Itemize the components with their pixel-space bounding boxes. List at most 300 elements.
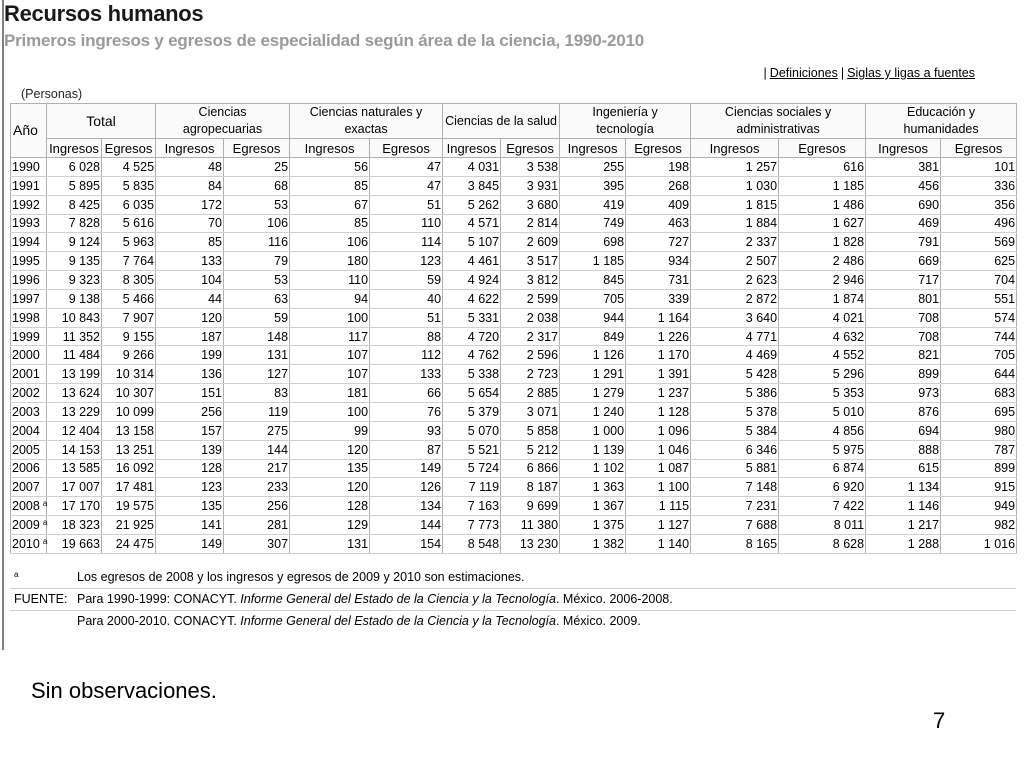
table-row	[11, 365, 1017, 384]
table-cell: 1 288	[866, 534, 941, 553]
year-value: 2007	[12, 480, 40, 495]
data-table	[10, 103, 1017, 554]
table-cell: 1 363	[560, 478, 626, 497]
table-row	[11, 534, 1017, 553]
table-cell: 51	[370, 308, 443, 327]
table-cell: 99	[290, 421, 370, 440]
table-cell: 13 229	[47, 402, 102, 421]
year-cell	[11, 402, 47, 421]
table-cell: 717	[866, 271, 941, 290]
table-cell: 4 571	[443, 214, 501, 233]
table-cell: 8 548	[443, 534, 501, 553]
table-cell: 4 021	[779, 308, 866, 327]
subheader-cell: Ingresos	[290, 139, 370, 158]
table-cell: 13 199	[47, 365, 102, 384]
table-cell: 1 115	[626, 497, 691, 516]
link-separator: |	[840, 66, 845, 80]
table-cell: 5 107	[443, 233, 501, 252]
table-row	[11, 478, 1017, 497]
table-cell: 59	[370, 271, 443, 290]
year-value: 2008	[12, 499, 40, 514]
table-cell: 1 627	[779, 214, 866, 233]
subheader-cell: Egresos	[941, 139, 1017, 158]
group-header: Educación y humanidades	[866, 104, 1017, 139]
table-cell: 1 096	[626, 421, 691, 440]
table-cell: 5 262	[443, 195, 501, 214]
table-cell: 136	[156, 365, 224, 384]
table-row	[11, 384, 1017, 403]
table-cell: 25	[224, 158, 290, 177]
year-header: Año	[11, 104, 47, 158]
table-cell: 419	[560, 195, 626, 214]
group-header: Total	[47, 104, 156, 139]
table-cell: 876	[866, 402, 941, 421]
source-key: FUENTE:	[10, 588, 73, 610]
group-header: Ciencias sociales y administrativas	[691, 104, 866, 139]
table-cell: 5 963	[102, 233, 156, 252]
table-cell: 551	[941, 289, 1017, 308]
table-header-row	[11, 104, 1017, 139]
table-cell: 1 367	[560, 497, 626, 516]
table-cell: 1 127	[626, 516, 691, 535]
table-cell: 5 881	[691, 459, 779, 478]
table-cell: 151	[156, 384, 224, 403]
table-cell: 181	[290, 384, 370, 403]
table-row	[11, 289, 1017, 308]
table-cell: 17 481	[102, 478, 156, 497]
source-note-row	[10, 588, 1016, 610]
table-cell: 199	[156, 346, 224, 365]
source-1-title: Informe General del Estado de la Ciencia y la Tecnología	[240, 592, 556, 606]
table-cell: 1 486	[779, 195, 866, 214]
subheader-cell: Ingresos	[866, 139, 941, 158]
table-cell: 5 724	[443, 459, 501, 478]
table-cell: 114	[370, 233, 443, 252]
table-cell: 104	[156, 271, 224, 290]
table-cell: 44	[156, 289, 224, 308]
table-cell: 10 307	[102, 384, 156, 403]
table-cell: 821	[866, 346, 941, 365]
table-cell: 409	[626, 195, 691, 214]
source-2-suffix: . México. 2009.	[555, 614, 641, 629]
table-cell: 3 845	[443, 176, 501, 195]
year-value: 1997	[12, 291, 40, 306]
year-cell	[11, 516, 47, 535]
table-cell: 307	[224, 534, 290, 553]
table-cell: 255	[560, 158, 626, 177]
table-cell: 135	[156, 497, 224, 516]
table-cell: 683	[941, 384, 1017, 403]
table-cell: 5 379	[443, 402, 501, 421]
table-cell: 698	[560, 233, 626, 252]
table-row	[11, 176, 1017, 195]
table-cell: 3 680	[501, 195, 560, 214]
table-cell: 180	[290, 252, 370, 271]
table-cell: 84	[156, 176, 224, 195]
subheader-cell: Egresos	[501, 139, 560, 158]
table-cell: 2 723	[501, 365, 560, 384]
table-cell: 1 884	[691, 214, 779, 233]
table-cell: 456	[866, 176, 941, 195]
link-separator: |	[763, 66, 767, 80]
table-cell: 7 828	[47, 214, 102, 233]
table-cell: 4 720	[443, 327, 501, 346]
year-cell	[11, 346, 47, 365]
page-subtitle: Primeros ingresos y egresos de especialidad según área de la ciencia, 1990-2010	[4, 31, 644, 50]
table-cell: 2 596	[501, 346, 560, 365]
table-cell: 2 946	[779, 271, 866, 290]
table-row	[11, 233, 1017, 252]
table-cell: 574	[941, 308, 1017, 327]
year-cell	[11, 195, 47, 214]
table-cell: 463	[626, 214, 691, 233]
table-cell: 5 466	[102, 289, 156, 308]
table-cell: 395	[560, 176, 626, 195]
table-cell: 2 814	[501, 214, 560, 233]
table-cell: 268	[626, 176, 691, 195]
year-cell	[11, 534, 47, 553]
table-cell: 11 484	[47, 346, 102, 365]
year-cell	[11, 271, 47, 290]
table-cell: 85	[290, 176, 370, 195]
table-cell: 569	[941, 233, 1017, 252]
table-cell: 1 146	[866, 497, 941, 516]
table-cell: 131	[224, 346, 290, 365]
table-cell: 59	[224, 308, 290, 327]
table-cell: 2 507	[691, 252, 779, 271]
table-cell: 275	[224, 421, 290, 440]
table-row	[11, 516, 1017, 535]
table-cell: 8 011	[779, 516, 866, 535]
table-cell: 669	[866, 252, 941, 271]
table-cell: 4 552	[779, 346, 866, 365]
year-value: 1995	[12, 254, 40, 269]
table-cell: 12 404	[47, 421, 102, 440]
table-cell: 5 521	[443, 440, 501, 459]
table-cell: 1 087	[626, 459, 691, 478]
table-cell: 3 071	[501, 402, 560, 421]
table-cell: 123	[370, 252, 443, 271]
table-cell: 1 375	[560, 516, 626, 535]
table-cell: 1 874	[779, 289, 866, 308]
table-cell: 13 251	[102, 440, 156, 459]
table-cell: 149	[156, 534, 224, 553]
table-cell: 5 331	[443, 308, 501, 327]
definiciones-link[interactable]: Definiciones	[769, 66, 838, 80]
table-cell: 187	[156, 327, 224, 346]
table-cell: 127	[224, 365, 290, 384]
table-cell: 7 148	[691, 478, 779, 497]
estimate-note-text: Los egresos de 2008 y los ingresos y egresos de 2009 y 2010 son estimaciones.	[77, 569, 525, 584]
siglas-link[interactable]: Siglas y ligas a fuentes	[847, 66, 975, 80]
table-cell: 694	[866, 421, 941, 440]
table-cell: 749	[560, 214, 626, 233]
subheader-cell: Ingresos	[691, 139, 779, 158]
table-cell: 128	[156, 459, 224, 478]
table-cell: 4 632	[779, 327, 866, 346]
table-cell: 469	[866, 214, 941, 233]
year-value: 1992	[12, 197, 40, 212]
year-cell	[11, 478, 47, 497]
table-cell: 1 016	[941, 534, 1017, 553]
subheader-cell: Egresos	[626, 139, 691, 158]
source-note-2	[73, 610, 1016, 632]
table-cell: 11 352	[47, 327, 102, 346]
table-cell: 87	[370, 440, 443, 459]
table-cell: 24 475	[102, 534, 156, 553]
table-cell: 7 773	[443, 516, 501, 535]
table-cell: 6 028	[47, 158, 102, 177]
table-cell: 949	[941, 497, 1017, 516]
table-row	[11, 421, 1017, 440]
table-cell: 144	[224, 440, 290, 459]
table-cell: 705	[560, 289, 626, 308]
table-cell: 93	[370, 421, 443, 440]
table-cell: 8 425	[47, 195, 102, 214]
table-cell: 85	[156, 233, 224, 252]
table-cell: 615	[866, 459, 941, 478]
table-cell: 1 030	[691, 176, 779, 195]
table-cell: 5 654	[443, 384, 501, 403]
table-cell: 17 007	[47, 478, 102, 497]
table-cell: 2 885	[501, 384, 560, 403]
table-row	[11, 402, 1017, 421]
table-cell: 7 163	[443, 497, 501, 516]
table-cell: 100	[290, 402, 370, 421]
table-cell: 5 858	[501, 421, 560, 440]
subheader-cell: Ingresos	[560, 139, 626, 158]
year-value: 1999	[12, 329, 40, 344]
year-cell	[11, 327, 47, 346]
notes-table	[10, 566, 1016, 632]
estimate-note-row	[10, 566, 1016, 588]
table-cell: 85	[290, 214, 370, 233]
table-cell: 1 185	[779, 176, 866, 195]
year-cell	[11, 308, 47, 327]
year-value: 1996	[12, 272, 40, 287]
table-cell: 644	[941, 365, 1017, 384]
table-row	[11, 346, 1017, 365]
table-cell: 129	[290, 516, 370, 535]
year-cell	[11, 459, 47, 478]
table-cell: 3 812	[501, 271, 560, 290]
table-cell: 7 907	[102, 308, 156, 327]
year-value: 2006	[12, 461, 40, 476]
table-cell: 131	[290, 534, 370, 553]
table-cell: 1 185	[560, 252, 626, 271]
header-links	[761, 66, 975, 80]
table-cell: 120	[290, 478, 370, 497]
table-cell: 1 240	[560, 402, 626, 421]
source-2-title: Informe General del Estado de la Ciencia y la Tecnología	[240, 614, 556, 629]
table-cell: 47	[370, 158, 443, 177]
source-2-prefix: Para 2000-2010. CONACYT.	[77, 614, 241, 629]
table-cell: 616	[779, 158, 866, 177]
table-cell: 19 575	[102, 497, 156, 516]
table-cell: 9 135	[47, 252, 102, 271]
group-header: Ingeniería y tecnología	[560, 104, 691, 139]
table-cell: 3 931	[501, 176, 560, 195]
table-cell: 134	[370, 497, 443, 516]
table-cell: 68	[224, 176, 290, 195]
table-cell: 3 538	[501, 158, 560, 177]
table-cell: 5 428	[691, 365, 779, 384]
table-cell: 66	[370, 384, 443, 403]
table-row	[11, 459, 1017, 478]
table-cell: 1 291	[560, 365, 626, 384]
year-cell	[11, 176, 47, 195]
subheader-cell: Egresos	[224, 139, 290, 158]
table-cell: 9 266	[102, 346, 156, 365]
year-cell	[11, 289, 47, 308]
table-cell: 9 124	[47, 233, 102, 252]
table-cell: 4 924	[443, 271, 501, 290]
table-cell: 70	[156, 214, 224, 233]
year-value: 1991	[12, 178, 40, 193]
table-cell: 4 031	[443, 158, 501, 177]
table-cell: 708	[866, 308, 941, 327]
table-cell: 9 155	[102, 327, 156, 346]
year-value: 1993	[12, 216, 40, 231]
table-cell: 116	[224, 233, 290, 252]
table-cell: 6 866	[501, 459, 560, 478]
table-cell: 13 230	[501, 534, 560, 553]
table-cell: 8 187	[501, 478, 560, 497]
table-cell: 8 165	[691, 534, 779, 553]
table-cell: 2 599	[501, 289, 560, 308]
table-row	[11, 308, 1017, 327]
table-cell: 791	[866, 233, 941, 252]
table-cell: 128	[290, 497, 370, 516]
table-cell: 7 231	[691, 497, 779, 516]
table-cell: 79	[224, 252, 290, 271]
subheader-cell: Ingresos	[156, 139, 224, 158]
page-number: 7	[933, 708, 946, 733]
table-row	[11, 327, 1017, 346]
table-row	[11, 195, 1017, 214]
table-cell: 9 138	[47, 289, 102, 308]
table-cell: 708	[866, 327, 941, 346]
table-cell: 744	[941, 327, 1017, 346]
table-cell: 704	[941, 271, 1017, 290]
table-row	[11, 252, 1017, 271]
table-cell: 1 046	[626, 440, 691, 459]
table-cell: 13 158	[102, 421, 156, 440]
page-title: Recursos humanos	[4, 1, 204, 26]
table-cell: 21 925	[102, 516, 156, 535]
table-row	[11, 214, 1017, 233]
table-cell: 381	[866, 158, 941, 177]
table-cell: 141	[156, 516, 224, 535]
table-cell: 1 164	[626, 308, 691, 327]
table-cell: 5 975	[779, 440, 866, 459]
table-cell: 845	[560, 271, 626, 290]
table-cell: 705	[941, 346, 1017, 365]
table-cell: 139	[156, 440, 224, 459]
table-cell: 6 874	[779, 459, 866, 478]
table-cell: 53	[224, 271, 290, 290]
table-cell: 899	[941, 459, 1017, 478]
table-cell: 76	[370, 402, 443, 421]
table-cell: 5 384	[691, 421, 779, 440]
table-cell: 1 139	[560, 440, 626, 459]
table-cell: 1 279	[560, 384, 626, 403]
table-cell: 101	[941, 158, 1017, 177]
table-cell: 154	[370, 534, 443, 553]
footnote-marker: a	[42, 499, 48, 509]
table-cell: 56	[290, 158, 370, 177]
table-cell: 1 102	[560, 459, 626, 478]
year-value: 2002	[12, 386, 40, 401]
table-cell: 7 764	[102, 252, 156, 271]
group-header: Ciencias de la salud	[443, 104, 560, 139]
table-cell: 83	[224, 384, 290, 403]
table-cell: 934	[626, 252, 691, 271]
source-note-row	[10, 610, 1016, 632]
table-cell: 13 585	[47, 459, 102, 478]
table-cell: 133	[156, 252, 224, 271]
table-cell: 4 461	[443, 252, 501, 271]
table-cell: 5 386	[691, 384, 779, 403]
year-cell	[11, 384, 47, 403]
table-row	[11, 440, 1017, 459]
estimate-note-key	[10, 566, 73, 588]
table-cell: 7 688	[691, 516, 779, 535]
table-cell: 3 517	[501, 252, 560, 271]
table-cell: 5 010	[779, 402, 866, 421]
table-cell: 6 920	[779, 478, 866, 497]
table-cell: 8 628	[779, 534, 866, 553]
table-cell: 4 771	[691, 327, 779, 346]
table-cell: 6 035	[102, 195, 156, 214]
table-cell: 7 119	[443, 478, 501, 497]
table-cell: 18 323	[47, 516, 102, 535]
table-cell: 10 843	[47, 308, 102, 327]
table-cell: 110	[290, 271, 370, 290]
year-value: 2003	[12, 404, 40, 419]
table-cell: 4 762	[443, 346, 501, 365]
table-cell: 1 828	[779, 233, 866, 252]
table-cell: 5 895	[47, 176, 102, 195]
table-cell: 1 170	[626, 346, 691, 365]
table-cell: 133	[370, 365, 443, 384]
table-cell: 11 380	[501, 516, 560, 535]
table-cell: 801	[866, 289, 941, 308]
table-cell: 120	[290, 440, 370, 459]
table-cell: 1 226	[626, 327, 691, 346]
table-cell: 47	[370, 176, 443, 195]
table-body	[11, 158, 1017, 554]
table-cell: 157	[156, 421, 224, 440]
table-cell: 336	[941, 176, 1017, 195]
table-cell: 2 337	[691, 233, 779, 252]
table-cell: 19 663	[47, 534, 102, 553]
table-cell: 256	[156, 402, 224, 421]
observations-text: Sin observaciones.	[31, 678, 217, 703]
year-cell	[11, 252, 47, 271]
table-cell: 5 835	[102, 176, 156, 195]
year-cell	[11, 158, 47, 177]
table-cell: 10 314	[102, 365, 156, 384]
table-cell: 126	[370, 478, 443, 497]
table-cell: 217	[224, 459, 290, 478]
year-value: 1994	[12, 235, 40, 250]
subheader-cell: Egresos	[102, 139, 156, 158]
table-cell: 9 323	[47, 271, 102, 290]
table-cell: 123	[156, 478, 224, 497]
group-header: Ciencias agropecuarias	[156, 104, 290, 139]
table-cell: 117	[290, 327, 370, 346]
